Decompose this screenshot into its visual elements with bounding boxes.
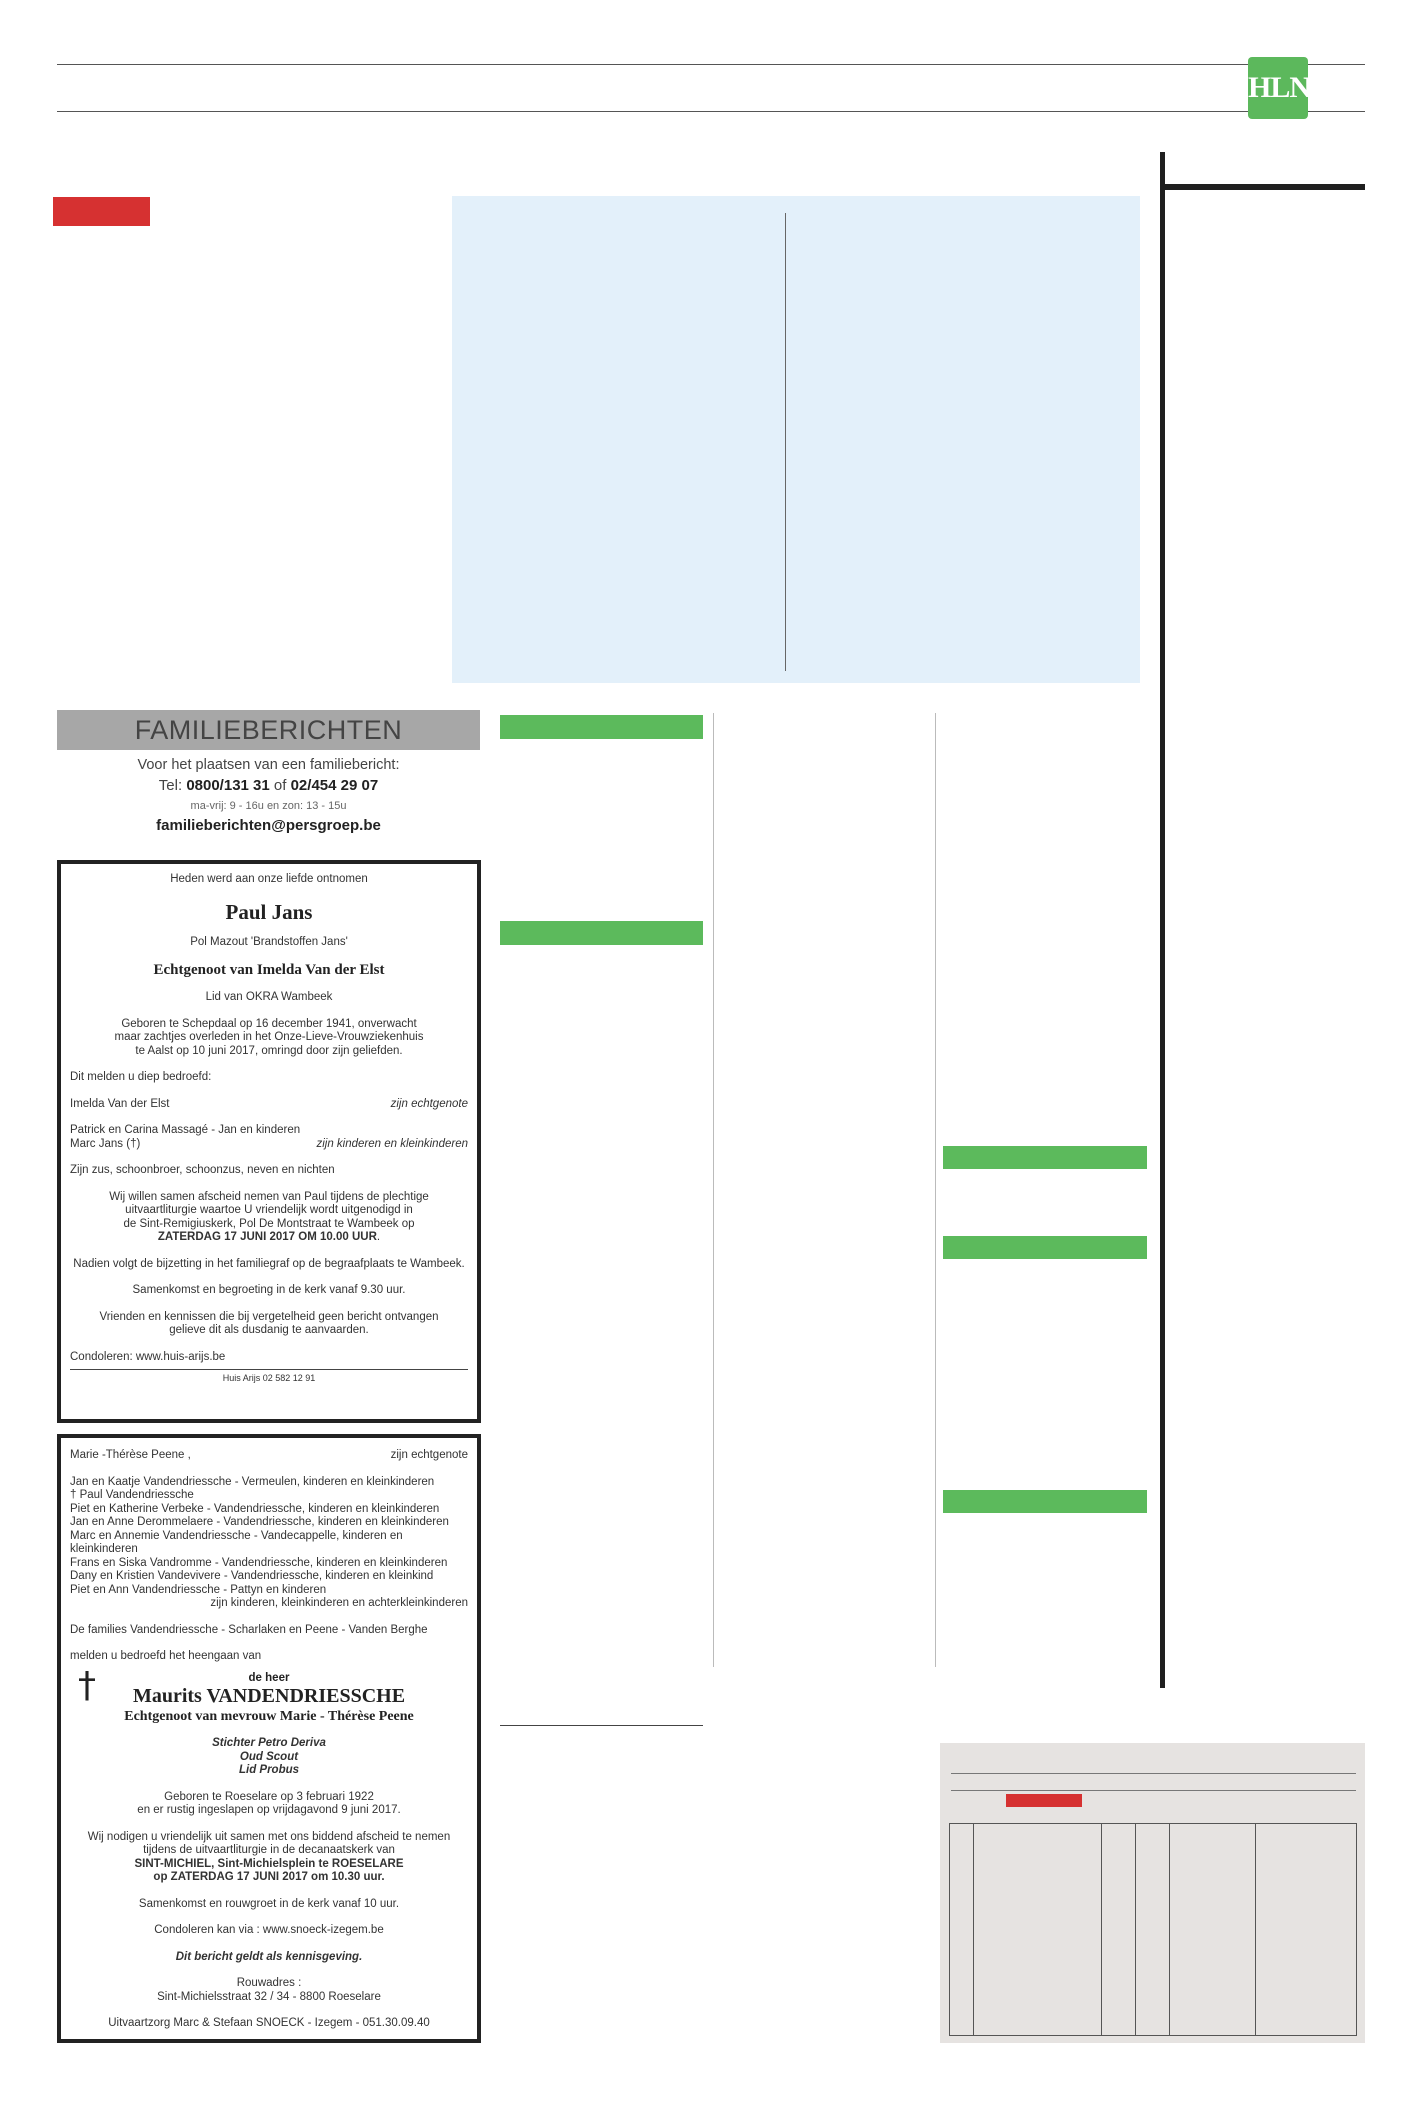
families-line: De families Vandendriessche - Scharlaken en Peene - Vanden Berghe xyxy=(70,1623,428,1636)
deceased-name: Paul Jans xyxy=(225,899,313,924)
spouse-line: Echtgenoot van Imelda Van der Elst xyxy=(153,962,385,978)
birth-line-3: te Aalst op 10 juni 2017, omringd door zijn geliefden. xyxy=(135,1044,403,1057)
relative-role: zijn echtgenote xyxy=(390,1449,468,1461)
relative-row xyxy=(70,1449,468,1463)
column-divider-1 xyxy=(713,713,714,1667)
familieberichten-title: FAMILIEBERICHTEN xyxy=(57,710,480,750)
family-line: Dany en Kristien Vandevivere - Vandendriessche, kinderen en kleinkind xyxy=(70,1570,434,1582)
address-label: Rouwadres : xyxy=(236,1977,302,1989)
business-line: Pol Mazout 'Brandstoffen Jans' xyxy=(190,935,348,948)
relative-row xyxy=(70,1138,468,1152)
obituary-notice-maurits-vandendriessche xyxy=(57,1434,481,2043)
birth-line-1: Geboren te Roeselare op 3 februari 1922 xyxy=(164,1790,374,1803)
relative-name: Marie -Thérèse Peene , xyxy=(70,1449,191,1461)
invite-church: SINT-MICHIEL, Sint-Michielsplein te ROESELARE xyxy=(134,1857,404,1870)
family-role: zijn kinderen, kleinkinderen en achterkleinkinderen xyxy=(210,1597,468,1609)
gathering-line: Samenkomst en rouwgroet in de kerk vanaf 10 uur. xyxy=(138,1897,400,1910)
info-table-col-divider xyxy=(1101,1824,1102,2035)
column-heading-bar-3 xyxy=(943,1146,1147,1169)
role-line: Stichter Petro Deriva xyxy=(212,1737,326,1749)
spouse-line: Echtgenoot van mevrouw Marie - Thérèse Peene xyxy=(124,1709,414,1724)
funeral-home-line: Huis Arijs 02 582 12 91 xyxy=(222,1373,316,1383)
ad-placeholder-box xyxy=(452,196,1140,683)
phone-label: Tel: xyxy=(158,777,187,794)
birth-line-2: en er rustig ingeslapen op vrijdagavond 9 juni 2017. xyxy=(137,1804,401,1816)
relative-role: zijn echtgenote xyxy=(390,1097,468,1110)
burial-line: Nadien volgt de bijzetting in het familiegraf op de begraafplaats te Wambeek. xyxy=(73,1257,465,1270)
hln-logo[interactable]: HLN xyxy=(1248,57,1308,119)
info-box-rule-2 xyxy=(951,1790,1356,1791)
condolences-link[interactable]: Condoleren kan via : www.snoeck-izegem.be xyxy=(154,1924,384,1936)
family-line: Piet en Katherine Verbeke - Vandendriessche, kinderen en kleinkinderen xyxy=(70,1502,440,1515)
column-heading-bar-5 xyxy=(943,1490,1147,1513)
announce-line: melden u bedroefd het heengaan van xyxy=(70,1650,262,1662)
familieberichten-phone xyxy=(57,777,480,794)
ceremony-date-text: ZATERDAG 17 JUNI 2017 OM 10.00 UUR xyxy=(157,1231,377,1243)
ceremony-date: ZATERDAG 17 JUNI 2017 OM 10.00 UUR. xyxy=(157,1231,381,1243)
right-column-top-rule xyxy=(1160,184,1365,190)
header-bottom-rule xyxy=(57,111,1365,112)
title-line: de heer xyxy=(248,1671,290,1684)
condolences-link[interactable]: Condoleren: www.huis-arijs.be xyxy=(70,1350,226,1363)
phone-number-2[interactable]: 02/454 29 07 xyxy=(290,777,379,794)
funeral-home-line: Uitvaartzorg Marc & Stefaan SNOECK - Izegem - 051.30.09.40 xyxy=(108,2017,430,2029)
relative-role: zijn kinderen en kleinkinderen xyxy=(316,1137,468,1150)
familieberichten-intro: Voor het plaatsen van een familiebericht: xyxy=(137,757,400,773)
right-column-rule xyxy=(1160,152,1165,1688)
info-box-rule-1 xyxy=(951,1773,1356,1774)
info-table-box xyxy=(940,1743,1365,2043)
role-line: Oud Scout xyxy=(239,1750,299,1763)
notice-line: Dit bericht geldt als kennisgeving. xyxy=(175,1950,363,1963)
column-divider-2 xyxy=(935,713,936,1667)
phone-number-1[interactable]: 0800/131 31 xyxy=(186,777,270,794)
notice-divider xyxy=(70,1369,468,1370)
deceased-name: Maurits VANDENDRIESSCHE xyxy=(132,1685,406,1707)
relative-name: Imelda Van der Elst xyxy=(70,1097,170,1110)
invite-date: op ZATERDAG 17 JUNI 2017 om 10.30 uur. xyxy=(153,1871,385,1883)
info-box-accent-bar xyxy=(1006,1794,1082,1807)
info-table-col-divider xyxy=(1255,1824,1256,2035)
column-heading-bar-1 xyxy=(500,715,703,739)
familieberichten-hours: ma-vrij: 9 - 16u en zon: 13 - 15u xyxy=(190,800,347,812)
header-top-rule xyxy=(57,64,1365,65)
family-line: Frans en Siska Vandromme - Vandendriessche, kinderen en kleinkinderen xyxy=(70,1556,448,1569)
family-line: Jan en Kaatje Vandendriessche - Vermeulen, kinderen en kleinkinderen xyxy=(70,1475,435,1488)
birth-line-1: Geboren te Schepdaal op 16 december 1941, onverwacht xyxy=(121,1017,417,1030)
friends-line-2: gelieve dit als dusdanig te aanvaarden. xyxy=(169,1324,369,1336)
role-line: Lid Probus xyxy=(238,1764,300,1776)
birth-line-2: maar zachtjes overleden in het Onze-Lieve-Vrouwziekenhuis xyxy=(114,1031,424,1043)
info-table-col-divider xyxy=(973,1824,974,2035)
membership-line: Lid van OKRA Wambeek xyxy=(205,991,333,1003)
friends-line-1: Vrienden en kennissen die bij vergetelheid geen bericht ontvangen xyxy=(99,1310,439,1323)
section-accent-bar xyxy=(53,197,150,226)
ceremony-line-2: uitvaartliturgie waartoe U vriendelijk wordt uitgenodigd in xyxy=(125,1204,413,1216)
column-end-rule xyxy=(500,1725,703,1726)
family-line: Marc en Annemie Vandendriessche - Vandecappelle, kinderen en kleinkinderen xyxy=(70,1529,403,1555)
cross-icon: † xyxy=(78,1664,96,1706)
familieberichten-email[interactable]: familieberichten@persgroep.be xyxy=(156,817,381,834)
ceremony-line-3: de Sint-Remigiuskerk, Pol De Montstraat te Wambeek op xyxy=(123,1217,415,1230)
family-line: Jan en Anne Derommelaere - Vandendriessche, kinderen en kleinkinderen xyxy=(70,1516,449,1528)
info-table xyxy=(949,1823,1357,2036)
column-heading-bar-4 xyxy=(943,1236,1147,1259)
notice-intro: Heden werd aan onze liefde ontnomen xyxy=(170,873,368,885)
column-heading-bar-2 xyxy=(500,921,703,945)
obituary-notice-paul-jans xyxy=(57,860,481,1423)
gathering-line: Samenkomst en begroeting in de kerk vanaf 9.30 uur. xyxy=(132,1284,406,1296)
family-line: † Paul Vandendriessche xyxy=(70,1489,194,1501)
relatives-extended: Zijn zus, schoonbroer, schoonzus, neven en nichten xyxy=(70,1164,335,1176)
relative-name: Marc Jans (†) xyxy=(70,1137,141,1150)
info-table-col-divider xyxy=(1135,1824,1136,2035)
invite-line-1: Wij nodigen u vriendelijk uit samen met ons biddend afscheid te nemen xyxy=(87,1830,451,1843)
invite-line-2: tijdens de uitvaartliturgie in de decanaatskerk van xyxy=(143,1844,395,1856)
info-table-col-divider xyxy=(1169,1824,1170,2035)
family-line: Piet en Ann Vandendriessche - Pattyn en kinderen xyxy=(70,1583,327,1596)
ad-column-divider xyxy=(785,213,786,671)
relative-name: Patrick en Carina Massagé - Jan en kinderen xyxy=(70,1124,301,1136)
address-line: Sint-Michielsstraat 32 / 34 - 8800 Roeselare xyxy=(157,1990,381,2003)
phone-or: of xyxy=(269,777,291,794)
relative-row xyxy=(70,1098,468,1112)
announce-line: Dit melden u diep bedroefd: xyxy=(70,1071,212,1083)
ceremony-line-1: Wij willen samen afscheid nemen van Paul tijdens de plechtige xyxy=(109,1190,429,1203)
